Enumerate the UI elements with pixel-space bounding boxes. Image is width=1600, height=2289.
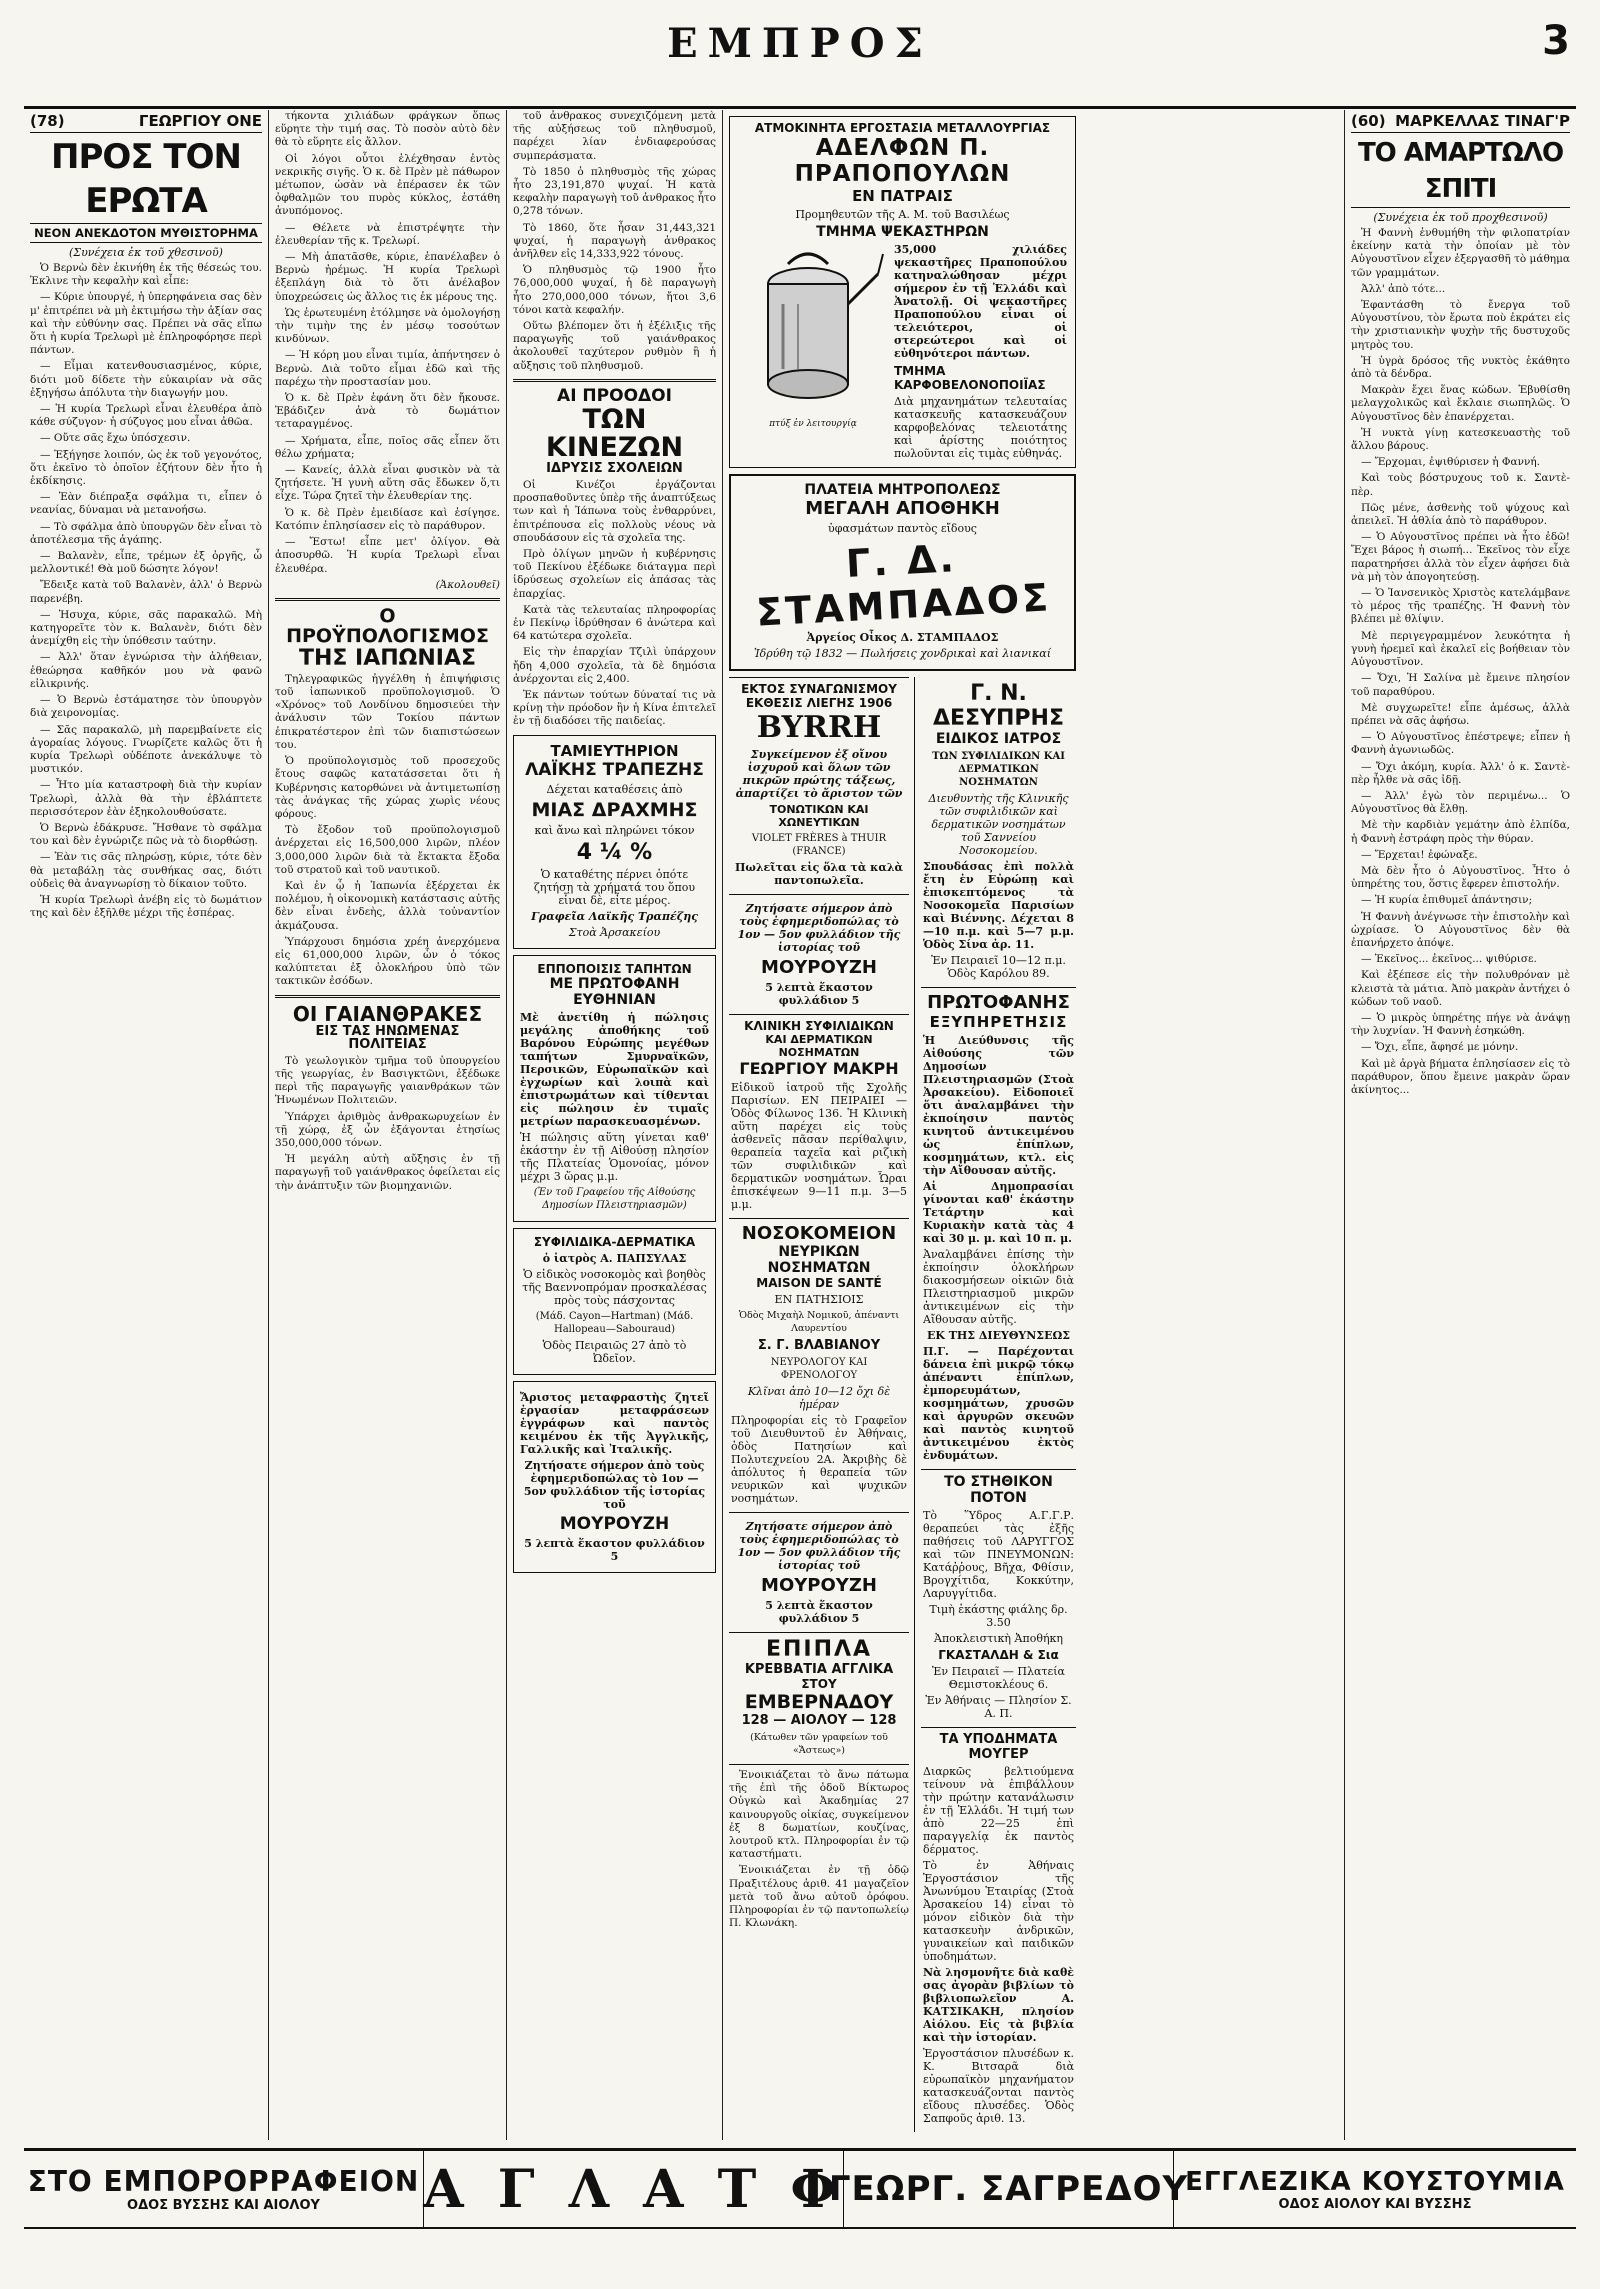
paragraph: — Ἔρχομαι, ἐψιθύρισεν ἡ Φαννή. bbox=[1361, 456, 1541, 469]
ad-service-body: Ἡ Διεύθυνσις τῆς Αἰθούσης τῶν Δημοσίων Πλειστηριασμῶν (Στοὰ Ἀρσακείου). Εἰδοποιεῖ ὅτι ἀναλαμβάνει τὴν ἐκποίησιν παντὸς κινητοῦ ἀντικειμένου ὡς ἐπίπλων, κοσμημάτων, κτλ. εἰς τὴν Αἴθουσαν αὐτῆς. bbox=[923, 1034, 1074, 1177]
paragraph: Ἔδειξε κατὰ τοῦ Βαλανὲν, ἀλλ' ὁ Βερνὼ παρενέβη. bbox=[30, 579, 262, 605]
paragraph: — Ὁ μικρὸς ὑπηρέτης πήγε νὰ ἀνάψῃ τὴν λυχνίαν. Ἡ Φαννὴ ἐσηκώθη. bbox=[1351, 1011, 1570, 1038]
ad-clinic-body: Εἰδικοῦ ἰατροῦ τῆς Σχολῆς Παρισίων. ΕΝ ΠΕΙΡΑΙΕΙ — Ὁδὸς Φίλωνος 136. Ἡ Κλινικὴ αὕτη παρέχει εἰς τοὺς ἀσθενεῖς πᾶσαν περίθαλψιν, θεραπεία ταχεῖα καὶ ριζικὴ τῶν συφιλιδικῶν καὶ δερματικῶν νοσημάτων. Ὧραι ἐπισκέψεων 9—11 π.μ. 3—5 μ.μ. bbox=[731, 1081, 907, 1211]
paragraph: — Ἡσυχα, κύριε, σᾶς παρακαλῶ. Μὴ κατηγορεῖτε τὸν κ. Βαλανὲν, διότι δὲν ἀνεμίχθη εἰς τὴν ὑπόθεσιν ταύτην. bbox=[30, 608, 262, 648]
banner-shop-1 bbox=[24, 2151, 424, 2227]
ad-stithos-addr2: Ἐν Ἀθήναις — Πλησίον Σ. Α. Π. bbox=[925, 1694, 1072, 1720]
paragraph: — Ἀλλ' ὅταν ἐγνώρισα τὴν ἀλήθειαν, ἐθεώρησα καθῆκόν μου νὰ φανῶ εἰλικρινής. bbox=[30, 651, 262, 690]
ad-hospital bbox=[729, 1218, 909, 1512]
paragraph: — Εἶμαι κατενθουσιασμένος, κύριε, διότι μοῦ δίδετε τὴν εὐκαιρίαν νὰ σᾶς ἐξηγήσω ἀπόλυτα τὴν διαγωγήν μου. bbox=[30, 360, 262, 399]
ad-stithos-body: Τὸ Ὕδρος Α.Γ.Γ.Ρ. θεραπεύει τὰς ἐξῆς παθήσεις τοῦ ΛΑΡΥΓΓΟΣ καὶ τῶν ΠΝΕΥΜΟΝΩΝ: Κατάῤῥους, Βῆχα, Φθίσιν, Βρογχίτιδα, Κοκκύτην, Λαρυγγίτιδα. bbox=[923, 1509, 1074, 1600]
banner-brand-text: Α Γ Λ Α Τ Φ bbox=[423, 2158, 844, 2220]
ad-stoves-dept: ΤΜΗΜΑ ΨΕΚΑΣΤΗΡΩΝ bbox=[816, 224, 989, 240]
ad-stampados-line1: ΠΛΑΤΕΙΑ ΜΗΤΡΟΠΟΛΕΩΣ bbox=[804, 482, 1001, 498]
ad-beds-name: ΕΜΒΕΡΝΑΔΟΥ bbox=[744, 1691, 894, 1713]
paragraph: Καὶ τοὺς βόστρυχους τοῦ κ. Σαντὲ-πὲρ. bbox=[1351, 472, 1570, 498]
ad-byrrh-expo: ΕΚΘΕΣΙΣ ΛΙΕΓΗΣ 1906 bbox=[745, 696, 893, 710]
ad-byrrh-tonics: ΤΟΝΩΤΙΚΩΝ ΚΑΙ ΧΩΝΕΥΤΙΚΩΝ bbox=[769, 803, 869, 829]
ad-promo-request: Ζητήσατε σήμερον ἀπὸ τοὺς ἐφημεριδοπώλας τὸ 1ον — 5ον φυλλάδιον τῆς ἱστορίας τοῦ bbox=[523, 1458, 706, 1511]
ad-carpets-address: (Ἐν τοῦ Γραφείου τῆς Αἰθούσης Δημοσίων Πλειστηριασμῶν) bbox=[533, 1186, 696, 1211]
ad-promo-price: 5 λεπτὰ ἕκαστον φυλλάδιον 5 bbox=[765, 981, 873, 1007]
paragraph: Τὸ 1860, ὅτε ἦσαν 31,443,321 ψυχαί, ἡ παραγωγὴ ἀνθρακος ἀνῆλθεν εἰς 14,333,922 τόνους. bbox=[513, 221, 716, 261]
divider bbox=[513, 379, 716, 382]
ad-bank-accept: Δέχεται καταθέσεις ἀπὸ bbox=[546, 782, 683, 796]
ad-hospital-title: ΝΟΣΟΚΟΜΕΙΟΝ bbox=[741, 1223, 897, 1244]
paragraph: — Μὴ ἀπατᾶσθε, κύριε, ἐπανέλαβεν ὁ Βερνὼ ἠρέμως. Ἡ κυρία Τρελωρὶ ἐξεπλάγη διὰ τὸ ὅτι ἀνέλαβον ὑποχρεώσεις ὡς ἄλλος τις ἐκ μέρους της. bbox=[275, 251, 500, 303]
ad-stithos bbox=[921, 1469, 1076, 1727]
feuilleton-right-header bbox=[1351, 110, 1570, 133]
masthead bbox=[24, 14, 1576, 109]
ad-stampados-founded: Ἱδρύθη τῷ 1832 — Πωλήσεις χονδρικαὶ καὶ λιανικαί bbox=[753, 647, 1052, 660]
banner-shop-2 bbox=[828, 2151, 1189, 2227]
ad-clinic-makri bbox=[729, 1014, 909, 1218]
ad-hospital-maison: MAISON DE SANTÉ bbox=[756, 1276, 882, 1290]
column-feuilleton-right bbox=[1344, 110, 1576, 2140]
ad-syphilis-body: Ὁ εἰδικὸς νοσοκομὸς καὶ βοηθὸς τῆς Βαεννοπρόμαν προσκαλέσας πρὸς τοὺς πάσχοντας bbox=[522, 1267, 707, 1307]
ad-desypris-title: ΕΙΔΙΚΟΣ ΙΑΤΡΟΣ bbox=[935, 731, 1062, 747]
paragraph: Μὲ περιγεγραμμένον λευκότητα ἡ γυνὴ ἠρεμεῖ καὶ ἐκαλεῖ εἰς βοήθειαν τὸν Αὐγουστῖνον. bbox=[1351, 629, 1570, 669]
feuilleton-right-body bbox=[1351, 227, 1570, 1097]
paragraph: Ὁ Βερνὼ ἐδάκρυσε. Ἤσθανε τὸ σφάλμα του καὶ δὲν ἐγνώριζε πῶς νὰ τὸ διορθώσῃ. bbox=[30, 821, 262, 848]
newspaper-page bbox=[24, 14, 1576, 2274]
paragraph: — Ὁ Ἰανσενικὸς Χριστὸς κατελάμβανε τὸ μέρος τῆς τραπέζης. Ἡ Φαννὴ τὸν βλέπει μὲ θλίψιν. bbox=[1351, 587, 1570, 626]
ad-promo-3 bbox=[729, 1512, 909, 1632]
ad-stoves-top: ΑΤΜΟΚΙΝΗΤΑ ΕΡΓΟΣΤΑΣΙΑ ΜΕΤΑΛΛΟΥΡΓΙΑΣ bbox=[754, 121, 1051, 135]
feuilleton-right-continuation: (Συνέχεια ἐκ τοῦ προχθεσινοῦ) bbox=[1373, 211, 1548, 224]
ad-beds-addr: 128 — ΑΙΟΛΟΥ — 128 bbox=[741, 1713, 897, 1728]
ad-promo-name: ΜΟΥΡΟΥΖΗ bbox=[761, 957, 877, 978]
paragraph: Πρὸ ὀλίγων μηνῶν ἡ κυβέρνησις τοῦ Πεκίνου ἐξέδωκε διάταγμα περὶ ἱδρύσεως σχολείων εἰς ἁπάσας τὰς ἐπαρχίας. bbox=[513, 548, 716, 600]
masthead-title: ΕΜΠΡΟΣ bbox=[667, 20, 933, 67]
feuilleton-number: (78) bbox=[30, 112, 65, 130]
paragraph: — Ἐκεῖνος... ἐκεῖνος... ψιθύρισε. bbox=[1361, 953, 1537, 966]
column2-signoff: (Ἀκολουθεῖ) bbox=[435, 578, 500, 591]
ad-beds-title: ΕΠΙΠΛΑ bbox=[765, 1637, 873, 1662]
sprayer-caption: πτύξ ἐν λειτουργίᾳ bbox=[769, 419, 857, 429]
paragraph: Ἡ νυκτὰ γίνῃ κατεσκευαστὴς τοῦ ἄλλου βάρους. bbox=[1351, 426, 1570, 453]
ad-promo-2 bbox=[729, 894, 909, 1014]
ad-stampados-big: Γ. Δ. ΣΤΑΜΠΑΔΟΣ bbox=[755, 536, 1053, 635]
paragraph: — Ὁ Βερνὼ ἐστάματησε τὸν ὑπουργὸν διὰ χειρονομίας. bbox=[30, 694, 262, 720]
section-body-coal bbox=[275, 1055, 500, 1193]
ad-syphilis-doctors: (Μάδ. Cayon—Hartman) (Μάδ. Hallopeau—Sabouraud) bbox=[535, 1310, 694, 1335]
ad-stoves bbox=[729, 116, 1076, 468]
paragraph: — Σᾶς παρακαλῶ, μὴ παρεμβαίνετε εἰς ἀγοραίας λόγους. Γνωρίζετε καλῶς ὅτι ἡ κυρία Τρελωρὶ οὐδέποτε ἀνεκάλυψε τὸ μυστικόν. bbox=[30, 723, 262, 776]
ad-clinic-sub: ΚΑΙ ΔΕΡΜΑΤΙΚΩΝ ΝΟΣΗΜΑΤΩΝ bbox=[765, 1033, 873, 1059]
ad-stoves-dept2: ΤΜΗΜΑ ΚΑΡΦΟΒΕΛΟΝΟΠΟΙΪΑΣ bbox=[894, 364, 1046, 392]
paragraph: Ἡ Φαννὴ ἐνθυμήθη τὴν φιλοπατρίαν ἐκείνην κατὰ τὴν ὁποίαν μὲ τὸν Αὐγουστῖνον εἶχεν ἐξεργασθῆ τὸ μάθημα τῶν γραμμάτων. bbox=[1351, 227, 1570, 279]
banner-shop-3-line2: ΟΔΟΣ ΑΙΟΛΟΥ ΚΑΙ ΒΥΣΣΗΣ bbox=[1278, 2196, 1472, 2212]
ad-clinic-doctor: ΓΕΩΡΓΙΟΥ ΜΑΚΡΗ bbox=[739, 1059, 899, 1078]
paragraph: Ὁ κ. δὲ Πρὲν ἐφάνη ὅτι δὲν ἤκουσε. Ἐβάδιζεν ἀνὰ τὸ δωμάτιον τεταραγμένος. bbox=[275, 392, 500, 431]
paragraph: Ἡ μεγάλη αὐτὴ αὔξησις ἐν τῇ παραγωγῇ τοῦ γαιάνθρακος ὀφείλεται εἰς τὴν ἀνάπτυξιν τῶν βιομηχανιῶν. bbox=[275, 1153, 500, 1192]
ad-hospital-place: ΕΝ ΠΑΤΗΣΙΟΙΣ bbox=[774, 1293, 864, 1306]
paragraph: Ὁ κ. δὲ Πρὲν ἐμειδίασε καὶ ἐσίγησε. Κατόπιν ἐπλησίασεν εἰς τὸ παράθυρον. bbox=[275, 506, 500, 532]
ad-byrrh-header: ΕΚΤΟΣ ΣΥΝΑΓΩΝΙΣΜΟΥ bbox=[741, 682, 897, 696]
section-title-coal bbox=[275, 1001, 500, 1053]
ad-desypris-name: Γ. Ν. ΔΕΣΥΠΡΗΣ bbox=[933, 681, 1064, 731]
ad-carpets-title: ΕΠΠΟΠΟΙΣΙΣ ΤΑΠΗΤΩΝ bbox=[537, 961, 692, 976]
ad-stoves-body2: Διὰ μηχανημάτων τελευταίας κατασκευῆς κατασκευάζουν καρφοβελόνας τελειοτάτης καὶ ἀρίστης ποιότητος πωλοῦνται εἰς τιμὰς εὐθηνάς. bbox=[894, 395, 1067, 460]
paragraph: Ἐκ πάντων τούτων δύναταί τις νὰ κρίνῃ τὴν πρόοδον ἣν ἡ Κίνα ἐπιτελεῖ ἐν τῇ διαδόσει τῆς παιδείας. bbox=[513, 689, 716, 728]
ad-byrrh-body: Συγκείμενον ἐξ οἴνου ἰσχυροῦ καὶ ὅλων τῶν πικρῶν πρώτης τάξεως, ἀπαρτίζει τὸ ἄριστον τῶν bbox=[735, 748, 903, 800]
paragraph: Καὶ ἐν ᾧ ἡ Ἰαπωνία ἐξέρχεται ἐκ πολέμου, ἡ οἰκονομικὴ κατάστασις αὐτῆς δὲν εἶναι ἐνδεὴς, ἀλλὰ τοὐναντίον ἀκμάζουσα. bbox=[275, 879, 500, 932]
ad-promo-text: Ἄριστος μεταφραστὴς ζητεῖ ἐργασίαν μεταφράσεων ἐγγράφων καὶ παντὸς κειμένου ἐκ τῆς Ἀγγλικῆς, Γαλλικῆς καὶ Ἰταλικῆς. bbox=[520, 1390, 709, 1456]
ad-desypris-extra: Ἐν Πειραιεῖ 10—12 π.μ. Ὁδὸς Καρόλου 89. bbox=[931, 954, 1066, 980]
ad-bank-and-up: καὶ ἄνω καὶ πληρώνει τόκον bbox=[534, 823, 695, 837]
ad-hospital-doctor: Σ. Γ. ΒΛΑΒΙΑΝΟΥ bbox=[757, 1338, 881, 1353]
ad-bank-detail: Ὁ καταθέτης πέρνει ὁπότε ζητήσῃ τὰ χρήματά του ὅπου εἶναι δὲ, εἶτε μέρος. bbox=[533, 867, 696, 907]
paragraph: Μακρὰν ἔχει ἕνας κώδων. Ἐβυθίσθη μελαγχολικῶς καὶ ἔκλαιε σιωπηλῶς. Ὁ Αὐγουστῖνος δὲν ἐπανέρχεται. bbox=[1351, 384, 1570, 423]
ad-shoes-body: Διαρκῶς βελτιούμενα τείνουν νὰ ἐπιβάλλουν τὴν πρώτην κατανάλωσιν ἐν τῇ Ἑλλάδι. Ἡ τιμή των ἀπὸ 22—25 ἐπὶ παραγγελίᾳ ἐκ παντὸς δέρματος. bbox=[923, 1765, 1074, 1856]
section-body-japan bbox=[275, 673, 500, 989]
feuilleton-right-author: ΜΑΡΚΕΛΛΑΣ ΤΙΝΑΓ'Ρ bbox=[1395, 112, 1570, 130]
ad-stithos-depot: Ἀποκλειστικὴ Ἀποθήκη bbox=[934, 1632, 1063, 1645]
section-title-line: ΤΩΝ ΚΙΝΕΖΩΝ bbox=[545, 403, 684, 464]
banner-brand bbox=[424, 2151, 844, 2227]
page-number: 3 bbox=[1542, 18, 1570, 64]
paragraph: — Τὸ σφάλμα ἀπὸ ὑπουργῶν δὲν εἶναι τὸ ἀποτέλεσμα τῆς ἀγάπης. bbox=[30, 520, 262, 546]
paragraph: Ὑπάρχει ἀριθμὸς ἀνθρακωρυχείων ἐν τῇ χώρᾳ, ἐξ ὧν ἐξάγονται ἐτησίως 350,000,000 τόνων. bbox=[275, 1110, 500, 1150]
paragraph: Καὶ μὲ ἀργὰ βήματα ἐπλησίασεν εἰς τὸ παράθυρον, ὅπου ἔμεινε μακρὰν ὥραν ἀκίνητος... bbox=[1351, 1057, 1570, 1096]
ad-promo-name: ΜΟΥΡΟΥΖΗ bbox=[559, 1513, 670, 1534]
ad-carpets bbox=[513, 955, 716, 1222]
ad-syphilis bbox=[513, 1228, 716, 1375]
paragraph: Τὸ γεωλογικὸν τμῆμα τοῦ ὑπουργείου τῆς γεωργίας, ἐν Βασιγκτῶνι, ἐξέδωκε περὶ τῆς παραγωγῆς γαιανθράκων τῶν Ἡνωμένων Πολιτειῶν. bbox=[275, 1054, 500, 1107]
ad-stithos-title: ΤΟ ΣΤΗΘΙΚΟΝ ΠΟΤΟΝ bbox=[944, 1474, 1053, 1506]
ad-stithos-addr1: Ἐν Πειραιεῖ — Πλατεία Θεμιστοκλέους 6. bbox=[932, 1665, 1065, 1691]
ad-promo bbox=[513, 1381, 716, 1573]
paragraph: — Κύριε ὑπουργέ, ἡ ὑπερηφάνεια σας δὲν μ' ἐπιτρέπει νὰ μὴ ἐκτιμήσω τὴν ἀξίαν σας καὶ τὴν εὐθύνην σας. Πρέπει νὰ σᾶς εἴπω ὅτι ἡ κυρία Τρελωρὶ μὲ ἐπληροφόρησε περὶ πάντων. bbox=[30, 291, 262, 357]
banner-shop-3 bbox=[1174, 2151, 1576, 2227]
ad-desypris bbox=[921, 677, 1076, 987]
ad-stoves-city: ΕΝ ΠΑΤΡΑΙΣ bbox=[852, 187, 953, 205]
ad-carpets-note: Ἡ πώλησις αὕτη γίνεται καθ' ἑκάστην ἐν τῇ Αἰθούσῃ πλησίον τῆς Πλατείας Ὁμονοίας, μόνον μέχρι 3 ὥρας μ.μ. bbox=[520, 1130, 709, 1183]
ad-stithos-price: Τιμὴ ἑκάστης φιάλης δρ. 3.50 bbox=[929, 1603, 1068, 1629]
column-feuilleton-left bbox=[24, 110, 268, 2140]
ad-service-loan: Π.Γ. — Παρέχονται δάνεια ἐπὶ μικρῷ τόκῳ ἀπέναντι ἐπίπλων, ἐμπορευμάτων, κοσμημάτων, χρυσῶν καὶ ἀργυρῶν σκευῶν καὶ παντὸς κινητοῦ ἀντικειμένου ἐκτὸς ἐνδυμάτων. bbox=[923, 1345, 1074, 1462]
banner-shop-1-line1: ΣΤΟ ΕΜΠΟΡΟΡΡΑΦΕΙΟΝ bbox=[27, 2165, 420, 2198]
column-3 bbox=[506, 110, 722, 2140]
paragraph: — Ὄχι ἀκόμη, κυρία. Ἀλλ' ὁ κ. Σαντὲ-πὲρ ἦλθε νὰ σᾶς ἰδῇ. bbox=[1351, 760, 1570, 786]
paragraph: Ἡ κυρία Τρελωρὶ ἀνέβη εἰς τὸ δωμάτιον της καὶ δὲν ἐξῆλθε μέχρι τῆς ἑσπέρας. bbox=[30, 893, 262, 920]
paragraph: — Θέλετε νὰ ἐπιστρέψητε τὴν ἐλευθερίαν τῆς κ. Τρελωρί. bbox=[275, 221, 500, 247]
ad-desypris-spec: ΤΩΝ ΣΥΦΙΛΙΔΙΚΩΝ ΚΑΙ ΔΕΡΜΑΤΙΚΩΝ ΝΟΣΗΜΑΤΩΝ bbox=[932, 751, 1065, 788]
ad-bank bbox=[513, 735, 716, 949]
ad-beds bbox=[729, 1632, 909, 1764]
paragraph: Οὕτω βλέπομεν ὅτι ἡ ἐξέλιξις τῆς παραγωγῆς τοῦ γαιάνθρακος ἀκολουθεῖ ταχύτερον ρυθμὸν ἢ ἡ αὔξησις τοῦ πληθυσμοῦ. bbox=[513, 320, 716, 372]
ad-stoves-firm: ΑΔΕΛΦΩΝ Π. ΠΡΑΠΟΠΟΥΛΩΝ bbox=[794, 135, 1011, 187]
paragraph: — Ἐὰν τις σᾶς πληρώσῃ, κύριε, τότε δὲν θὰ μεταβάλῃ τὰς συνθήκας σας, διότι οὐδεὶς θὰ ἀναγνωρίσῃ τὸ δίκαιον τοῦτο. bbox=[30, 851, 262, 890]
ad-stampados-successor: Ἀργείος Οἶκος Δ. ΣΤΑΜΠΑΔΟΣ bbox=[806, 631, 999, 644]
sprayer-icon bbox=[738, 244, 888, 414]
column4-left bbox=[729, 677, 915, 2132]
paragraph: — Ἐξήγησε λοιπόν, ὡς ἐκ τοῦ γεγονότος, ὅτι ἐκεῖνο τὸ ὁποῖον ἐζήτουν δὲν ἦτο ἡ ἐκδίκησις. bbox=[30, 448, 262, 488]
paragraph: — Ὄχι, Ἡ Σαλίνα μὲ ἔμεινε πλησίον τοῦ παραθύρου. bbox=[1351, 672, 1570, 698]
ad-bank-line: ΛΑΪΚΗΣ ΤΡΑΠΕΖΗΣ bbox=[525, 759, 704, 780]
ad-byrrh-maker: VIOLET FRÈRES à THUIR (FRANCE) bbox=[751, 833, 887, 857]
paragraph: Εἰς τὴν ἐπαρχίαν Τζιλὶ ὑπάρχουν ἤδη 4,000 σχολεῖα, τὰ δὲ δημόσια ἀνέρχονται εἰς 2,400. bbox=[513, 646, 716, 685]
ad-carpets-body: Μὲ ἀνετίθη ἡ πώλησις μεγάλης ἀποθήκης τοῦ Βαρόνου Εὐρώπης μεγέθων ταπήτων Σμυρναϊκῶν, Περσικῶν, Εὐρωπαϊκῶν καὶ ἐγχωρίων καὶ λοιπὰ καὶ ἐπιστρωμάτων καὶ τίθενται εἰς πώλησιν ἐν τιμαῖς μετρίων παρασκευασμένων. bbox=[520, 1010, 709, 1128]
sprayer-illustration bbox=[738, 240, 888, 434]
paragraph: — Ἔρχεται! ἐφώναξε. bbox=[1361, 848, 1478, 861]
banner-shop-2-line1: ΓΕΩΡΓ. ΣΑΓΡΕΔΟΥ bbox=[828, 2169, 1189, 2209]
paragraph: — Ἦτο μία καταστροφὴ διὰ τὴν κυρίαν Τρελωρὶ, ἀλλὰ θὰ τὴν ἐβλάπτετε περισσότερον ἐὰν ἐξηκολουθούσατε. bbox=[30, 779, 262, 818]
ad-hospital-body: Πληροφορίαι εἰς τὸ Γραφεῖον τοῦ Διευθυντοῦ ἐν Ἀθήναις, ὁδὸς Πατησίων καὶ Πολυτεχνείου 2Α. Ἀκριβὴς δὲ ἀπόλυτος ἡ θεραπεία τῶν νευρικῶν καὶ ψυχικῶν νοσημάτων. bbox=[731, 1414, 907, 1505]
paragraph: τοῦ ἀνθρακος συνεχιζόμενη μετὰ τῆς αὐξήσεως τοῦ πληθυσμοῦ, παρέχει λίαν ἐνδιαφερούσας συμπεράσματα. bbox=[513, 110, 716, 162]
ad-beds-note: (Κάτωθεν τῶν γραφείων τοῦ «Ἄστεως») bbox=[750, 1732, 888, 1756]
paragraph: Ὁ προϋπολογισμὸς τοῦ προσεχοῦς ἔτους σαφῶς κατατάσσεται ὅτι ἡ Κυβέρνησις κατορθώνει νὰ ἀντιμετωπίσῃ τὰς ἀνάγκας τῆς χώρας χωρὶς νέους φόρους. bbox=[275, 755, 500, 820]
ad-promo-request: Ζητήσατε σήμερον ἀπὸ τοὺς ἐφημεριδοπώλας τὸ 1ον — 5ον φυλλάδιον τῆς ἱστορίας τοῦ bbox=[737, 902, 901, 954]
ad-bank-office: Γραφεῖα Λαϊκῆς Τραπέζης bbox=[531, 909, 698, 923]
paragraph: Κατὰ τὰς τελευταίας πληροφορίας ἐν Πεκίνῳ ἱδρύθησαν 6 ἀνώτερα καὶ 64 κατώτερα σχολεῖα. bbox=[513, 603, 716, 643]
bottom-banner bbox=[24, 2148, 1576, 2229]
ad-shoes-company: Τὸ ἐν Ἀθήναις Ἐργοστάσιον τῆς Ἀνωνύμου Ἑταιρίας (Στοὰ Ἀρσακείου 14) εἶναι τὸ μόνον εἰδικὸν διὰ τὴν κατασκευὴν ἀνδρικῶν, γυναικείων καὶ παιδικῶν ὑποδημάτων. bbox=[923, 1859, 1074, 1963]
column-2 bbox=[268, 110, 506, 2140]
feuilleton-title: ΠΡΟΣ ΤΟΝ ΕΡΩΤΑ bbox=[30, 135, 262, 224]
ad-syphilis-address: Ὁδὸς Πειραιῶς 27 ἀπὸ τὸ Ὠδεῖον. bbox=[542, 1338, 687, 1365]
paragraph: Οἱ Κινέζοι ἐργάζονται προσπαθοῦντες ὑπὲρ τῆς ἀναπτύξεως των καὶ ἡ Ἰάπωνα τοὺς ἐνθαρρύνει, ἐπιτρέπουσα εἰς πολλοὺς νέους νὰ σπουδάσουν εἰς τὰ σχολεῖα της. bbox=[513, 479, 716, 544]
ad-bank-line: ΤΑΜΙΕΥΤΗΡΙΟΝ bbox=[550, 741, 679, 760]
section-title-line: ΤΗΣ ΙΑΠΩΝΙΑΣ bbox=[298, 645, 477, 671]
paragraph: Ἡ ὑγρὰ δρόσος τῆς νυκτὸς ἐκάθητο ἀπὸ τὰ δένδρα. bbox=[1351, 354, 1570, 381]
column4-right bbox=[915, 677, 1076, 2132]
paragraph: — Ἡ κυρία ἐπιθυμεῖ ἀπάντησιν; bbox=[1361, 894, 1533, 907]
paragraph: Ἐνοικιάζεται ἐν τῇ ὁδῷ Πραξιτέλους ἀριθ. 41 μαγαζεῖον μετὰ τοῦ ἄνω αὐτοῦ ὀρόφου. Πληροφορίαι ἐν τῷ παντοπωλείῳ Π. Κλωνάκη. bbox=[729, 1864, 909, 1930]
ad-byrrh-brand: BYRRH bbox=[756, 710, 882, 745]
section-title-line: Ο ΠΡΟΫΠΟΛΟΓΙΣΜΟΣ bbox=[286, 604, 489, 647]
ad-hospital-street: Ὁδὸς Μιχαὴλ Νομικοῦ, ἀπέναντι Λαυρεντίου bbox=[738, 1310, 900, 1334]
ad-syphilis-title: ΣΥΦΙΛΙΔΙΚΑ-ΔΕΡΜΑΤΙΚΑ bbox=[533, 1234, 696, 1249]
paragraph: — Ὁ Αὐγουστῖνος πρέπει νὰ ἦτο ἐδῶ! Ἔχει βάρος ἡ σιωπή... Ἐκεῖνος τὸν εἶχε παρατηρήσει ἀλλὰ τὸν εἶχεν ἀφήσει διὰ νὰ μὴ τὸν ἀπογοητεύσῃ. bbox=[1351, 531, 1570, 583]
paragraph: — Ἡ κυρία Τρελωρὶ εἶναι ἐλευθέρα ἀπὸ κάθε σύζυγον· ἡ σύζυγος μου εἶναι ἀθῶα. bbox=[30, 403, 262, 429]
ad-desypris-body: Διευθυντὴς τῆς Κλινικῆς τῶν συφιλιδικῶν καὶ δερματικῶν νοσημάτων τοῦ Σαννείου Νοσοκομείου. bbox=[928, 792, 1069, 857]
paragraph: — Κανείς, ἀλλὰ εἶναι φυσικὸν νὰ τὰ ζητήσετε. Ἡ γυνὴ αὕτη σᾶς ἔδωκεν ὅ,τι εἶχε. Τώρα ζητεῖ τὴν ἐλευθερίαν της. bbox=[275, 464, 500, 503]
paragraph: Τὸ 1850 ὁ πληθυσμὸς τῆς χώρας ἦτο 23,191,870 ψυχαί. Ἡ κατὰ κεφαλὴν παραγωγὴ τοῦ ἀνθρακος ἦτο 0,278 τόνων. bbox=[513, 165, 716, 218]
paragraph: — Ἡ κόρη μου εἶναι τιμία, ἀπήντησεν ὁ Βερνὼ. Διὰ τοῦτο εἶμαι ἐδῶ καὶ τῆς παρέχω τὴν προστασίαν μου. bbox=[275, 349, 500, 388]
ad-desypris-detail: Σπουδάσας ἐπὶ πολλὰ ἔτη ἐν Εὐρώπῃ καὶ ἐπισκεπτόμενος τὰ Νοσοκομεῖα Παρισίων καὶ Βιέννης. Δέχεται 8—10 π.μ. καὶ 5—7 μ.μ. Ὁδὸς Σίνα ἀρ. 11. bbox=[923, 860, 1074, 951]
ad-stoves-body: 35,000 χιλιάδες ψεκαστῆρες Πραποπούλου κατηναλώθησαν μέχρι σήμερον ἐν τῇ Ἑλλάδι καὶ Ἀνατολῇ. Οἱ ψεκαστῆρες Πραποπούλου εἶναι οἱ τελειότεροι, οἱ στερεώτεροι καὶ οἱ εὐθηνότεροι πάντων. bbox=[894, 243, 1067, 360]
ad-stampados-line3: ὑφασμάτων παντὸς εἴδους bbox=[828, 522, 977, 535]
ad-syphilis-doctor: ὁ ἰατρὸς Α. ΠΑΠΣΥΛΑΣ bbox=[542, 1251, 687, 1265]
paragraph: — Ὁ Αὐγουστῖνος ἐπέστρεψε; εἶπεν ἡ Φαννὴ ἀγωνιωδῶς. bbox=[1351, 731, 1570, 757]
paragraph: — Ἀλλ' ἐγὼ τὸν περιμένω... Ὁ Αὐγουστῖνος θὰ ἔλθῃ. bbox=[1351, 789, 1570, 816]
paragraph: — Ἔστω! εἶπε μετ' ὀλίγον. Θὰ ἀποσυρθῶ. Ἡ κυρία Τρελωρὶ εἶναι ἐλευθέρα. bbox=[275, 536, 500, 575]
paragraph: Ἐνοικιάζεται τὸ ἄνω πάτωμα τῆς ἐπὶ τῆς ὁδοῦ Βίκτωρος Οὐγκὼ καὶ Ἀκαδημίας 27 καινουργοῦς οἰκίας, συγκείμενον ἐξ 8 δωματίων, κουζίνας, λουτροῦ κτλ. Πληροφορίαι ἐν τῷ καταστήματι. bbox=[729, 1769, 909, 1861]
ad-shoes-title: ΤΑ ΥΠΟΔΗΜΑΤΑ ΜΟΥΓΕΡ bbox=[939, 1732, 1058, 1762]
section-body-china bbox=[513, 479, 716, 729]
feuilleton-header bbox=[30, 110, 262, 133]
paragraph: Ὁ Βερνὼ δὲν ἐκινήθη ἐκ τῆς θέσεώς του. Ἐκλινε τὴν κεφαλὴν καὶ εἶπε: bbox=[30, 262, 262, 288]
paragraph: Ὑπάρχουσι δημόσια χρέη ἀνερχόμενα εἰς 61,000,000 λιρῶν, ὧν ὁ τόκος καλύπτεται ἐξ ὁλοκλήρου ὑπὸ τῶν τακτικῶν ἐσόδων. bbox=[275, 935, 500, 988]
feuilleton-continuation: (Συνέχεια ἐκ τοῦ χθεσινοῦ) bbox=[69, 246, 223, 259]
divider bbox=[275, 995, 500, 998]
paragraph: — Οὔτε σᾶς ἔχω ὑπόσχεσιν. bbox=[40, 432, 191, 445]
section-title-japan bbox=[275, 604, 500, 671]
paragraph: Ὡς ἐρωτευμένη ἐτόλμησε νὰ ὁμολογήσῃ τὴν τιμὴν της ἐν μέσῳ τοσούτων κινδύνων. bbox=[275, 306, 500, 346]
column-4-ads bbox=[722, 110, 1082, 2140]
ad-service-title: ΠΡΩΤΟΦΑΝΗΣ bbox=[927, 992, 1070, 1013]
ad-bank-min: ΜΙΑΣ ΔΡΑΧΜΗΣ bbox=[531, 798, 698, 821]
ad-promo-name: ΜΟΥΡΟΥΖΗ bbox=[761, 1575, 877, 1596]
ad-service-extra: Ἀναλαμβάνει ἐπίσης τὴν ἐκποίησιν ὁλοκλήρων διακοσμήσεων οἰκιῶν διὰ Πλειστηριασμοῦ μικρῶν ἀντικειμένων εἰς τὴν Αἴθουσαν αὐτῆς. bbox=[923, 1248, 1074, 1326]
ad-service-days: Αἱ Δημοπρασίαι γίνονται καθ' ἑκάστην Τετάρτην καὶ Κυριακὴν κατὰ τὰς 4 καὶ 30 μ. μ. καὶ 10 π. μ. bbox=[923, 1180, 1074, 1245]
ad-stithos-shop: ΓΚΑΣΤΑΛΔΗ & Σια bbox=[938, 1648, 1059, 1662]
column4-notices bbox=[729, 1764, 909, 1930]
paragraph: Ὁ πληθυσμὸς τῷ 1900 ἦτο 76,000,000 ψυχαί, ἡ δὲ παραγωγὴ ἦτο 270,000,000 τόνων, ἤτοι 3,6 τόνοι κατὰ κεφαλήν. bbox=[513, 264, 716, 316]
feuilleton-body bbox=[30, 262, 262, 920]
divider bbox=[275, 598, 500, 601]
ad-stoves-supplier: Προμηθευτῶν τῆς Α. Μ. τοῦ Βασιλέως bbox=[795, 208, 1010, 221]
paragraph: Καὶ ἐξέπεσε εἰς τὴν πολυθρόναν μὲ κλειστὰ τὰ μάτια. Ἀπὸ μακρὰν ἀντήχει ὁ κώδων τοῦ ναοῦ. bbox=[1351, 969, 1570, 1008]
section-title-line: ΟΙ ΓΑΙΑΝΘΡΑΚΕΣ bbox=[292, 1001, 483, 1026]
ad-hospital-spec: ΝΕΥΡΟΛΟΓΟΥ ΚΑΙ ΦΡΕΝΟΛΟΓΟΥ bbox=[770, 1357, 868, 1381]
ad-stampados-line2: ΜΕΓΑΛΗ ΑΠΟΘΗΚΗ bbox=[805, 498, 1000, 519]
section-title-line: ΙΔΡΥΣΙΣ ΣΧΟΛΕΙΩΝ bbox=[546, 461, 683, 477]
ad-carpets-subtitle: ΜΕ ΠΡΩΤΟΦΑΝΗ ΕΥΘΗΝΙΑΝ bbox=[549, 975, 680, 1008]
paragraph: Ἐφαντάσθη τὸ ἔνεργα τοῦ Αὐγουστίνου, τὸν ἔρωτα ποὺ ἐκράτει εἰς τὴν χριστιανικὴν ψυχὴν τῆς δυστυχοῦς μητρὸς του. bbox=[1351, 299, 1570, 351]
ad-service-sub: ΕΞΥΠΗΡΕΤΗΣΙΣ bbox=[929, 1013, 1068, 1031]
ad-service-dir: ΕΚ ΤΗΣ ΔΙΕΥΘΥΝΣΕΩΣ bbox=[926, 1329, 1071, 1342]
paragraph: — Βαλανὲν, εἶπε, τρέμων ἐξ ὀργῆς, ὦ μελλοντικέ! Θὰ μοῦ δώσητε λόγον! bbox=[30, 550, 262, 576]
paragraph: Ἀλλ' ἀπὸ τότε... bbox=[1361, 282, 1446, 295]
ad-service bbox=[921, 987, 1076, 1469]
ad-byrrh-sold: Πωλεῖται εἰς ὅλα τὰ καλὰ παντοπωλεῖα. bbox=[734, 861, 904, 887]
ad-byrrh bbox=[729, 677, 909, 894]
ad-hospital-hours: Κλῖναι ἀπὸ 10—12 ὄχι δὲ ἡμέραν bbox=[747, 1385, 891, 1411]
section-title-line: ΑΙ ΠΡΟΟΔΟΙ bbox=[557, 385, 672, 406]
ad-shoes bbox=[921, 1727, 1076, 2132]
feuilleton-subtitle: ΝΕΟΝ ΑΝΕΚΔΟΤΟΝ ΜΥΘΙΣΤΟΡΗΜΑ bbox=[30, 224, 262, 243]
banner-shop-1-line2: ΟΔΟΣ ΒΥΣΣΗΣ ΚΑΙ ΑΙΟΛΟΥ bbox=[127, 2198, 320, 2213]
ad-clinic-title: ΚΛΙΝΙΚΗ ΣΥΦΙΛΙΔΙΚΩΝ bbox=[744, 1019, 894, 1033]
paragraph: — Ὄχι, εἶπε, ἄφησέ με μόνην. bbox=[1361, 1041, 1519, 1054]
paragraph: Μὲ τὴν καρδιὰν γεμάτην ἀπὸ ἐλπίδα, ἡ Φαννὴ ἐστράφη πρὸς τὴν θύραν. bbox=[1351, 819, 1570, 845]
section-title-china bbox=[513, 385, 716, 477]
paragraph: Μὲ συγχωρεῖτε! εἶπε ἀμέσως, ἀλλὰ πρέπει νὰ σᾶς ἀφήσω. bbox=[1351, 701, 1570, 727]
paragraph: Μὰ δὲν ἦτο ὁ Αὐγουστῖνος. Ἦτο ὁ ὑπηρέτης του, ὅστις ἔφερεν ἐπιστολήν. bbox=[1351, 864, 1570, 891]
column3-body bbox=[513, 110, 716, 373]
ad-promo-request: Ζητήσατε σήμερον ἀπὸ τοὺς ἐφημεριδοπώλας τὸ 1ον — 5ον φυλλάδιον τῆς ἱστορίας τοῦ bbox=[737, 1520, 901, 1572]
ad-beds-shop: ΣΤΟΥ bbox=[801, 1677, 837, 1691]
paragraph: Ἡ Φαννὴ ἀνέγνωσε τὴν ἐπιστολὴν καὶ ὠχρίασε. Ὁ Αὐγουστῖνος δὲν θὰ ἐπανήρχετο ἀπόψε. bbox=[1351, 910, 1570, 949]
paragraph: — Χρήματα, εἶπε, ποῖος σᾶς εἶπεν ὅτι θέλω χρήματα; bbox=[275, 434, 500, 460]
feuilleton-right-title: ΤΟ ΑΜΑΡΤΩΛΟ ΣΠΙΤΙ bbox=[1351, 135, 1570, 208]
feuilleton-right-number: (60) bbox=[1351, 112, 1386, 130]
columns bbox=[24, 110, 1576, 2140]
ad-bank-address: Στοὰ Ἀρσακείου bbox=[568, 925, 661, 939]
paragraph: — Ἐὰν διέπραξα σφάλμα τι, εἶπεν ὁ νεανίας, δύναμαι νὰ μετανοήσω. bbox=[30, 491, 262, 517]
banner-shop-3-line1: ΕΓΓΛΕΖΙΚΑ ΚΟΥΣΤΟΥΜΙΑ bbox=[1185, 2166, 1565, 2197]
paragraph: Τηλεγραφικῶς ἠγγέλθη ἡ ἐπιψήφισις τοῦ ἰαπωνικοῦ προϋπολογισμοῦ. Ὁ «Χρόνος» τοῦ Λονδίνου δημοσιεύει τὴν ἀνάλυσιν τῶν Τοκίου πάντων ἐπικρατέστερον ἐπὶ τῶν διαπιστώσεων του. bbox=[275, 672, 500, 751]
ad-beds-line: ΚΡΕΒΒΑΤΙΑ ΑΓΓΛΙΚΑ bbox=[744, 1662, 894, 1677]
ad-hospital-sub: ΝΕΥΡΙΚΩΝ ΝΟΣΗΜΑΤΩΝ bbox=[767, 1244, 871, 1276]
paragraph: Οἱ λόγοι οὗτοι ἐλέχθησαν ἐντὸς νεκρικῆς σιγῆς. Ὁ κ. δὲ Πρὲν μὲ πάθωρον μέτωπον, ὡσὰν νὰ ἐπέρασεν ἐκ τῶν ὀφθαλμῶν του πυρὸς κύκλος, ἐστάθη ἀνυπόμονος. bbox=[275, 152, 500, 218]
paragraph: τήκοντα χιλιάδων φράγκων ὅπως εὕρητε τὴν τιμή σας. Τὸ ποσὸν αὐτὸ δὲν θὰ τὸ εὕρητε εἰς ἄλλον. bbox=[275, 110, 500, 149]
paragraph: Πῶς μένε, ἀσθενὴς τοῦ ψύχους καὶ ἀπειλεῖ. Ἡ ἀθλία ἀπὸ τὸ παράθυρον. bbox=[1351, 501, 1570, 528]
feuilleton-author: ΓΕΩΡΓΙΟΥ ΟΝΕ bbox=[138, 112, 262, 130]
ad-bank-rate: 4 ¼ % bbox=[576, 839, 653, 865]
column2-body bbox=[275, 110, 500, 576]
ad-shoes-workshop: Ἐργοστάσιον πλυσέδων κ. Κ. Βιτσαρᾶ διὰ εὐρωπαϊκὸν μηχανήματον κατασκευάζονται παντὸς εἴδους πλυσέδες. Ὁδὸς Σαπφοῦς ἀριθ. 13. bbox=[923, 2047, 1074, 2125]
column4-lower bbox=[729, 677, 1076, 2132]
ad-stampados bbox=[729, 474, 1076, 671]
ad-promo-price: 5 λεπτὰ ἕκαστον φυλλάδιον 5 bbox=[765, 1599, 873, 1625]
paragraph: Τὸ ἔξοδον τοῦ προϋπολογισμοῦ ἀνέρχεται εἰς 16,500,000 λιρῶν, πλέον 3,000,000 λιρῶν διὰ τὰ ἔκτακτα ἔξοδα τοῦ στρατοῦ καὶ τοῦ ναυτικοῦ. bbox=[275, 824, 500, 876]
ad-shoes-loan: Νὰ λησμονῆτε διὰ καθὲ σας ἀγορὰν βιβλίων τὸ βιβλιοπωλεῖον Α. ΚΑΤΣΙΚΑΚΗ, πλησίον Αἰόλου. Εἰς τὰ βιβλία καὶ τὴν ἱστορίαν. bbox=[923, 1966, 1074, 2044]
ad-promo-price: 5 λεπτὰ ἕκαστον φυλλάδιον 5 bbox=[524, 1536, 705, 1563]
section-title-line: ΕΙΣ ΤΑΣ ΗΝΩΜΕΝΑΣ ΠΟΛΙΤΕΙΑΣ bbox=[315, 1023, 460, 1053]
